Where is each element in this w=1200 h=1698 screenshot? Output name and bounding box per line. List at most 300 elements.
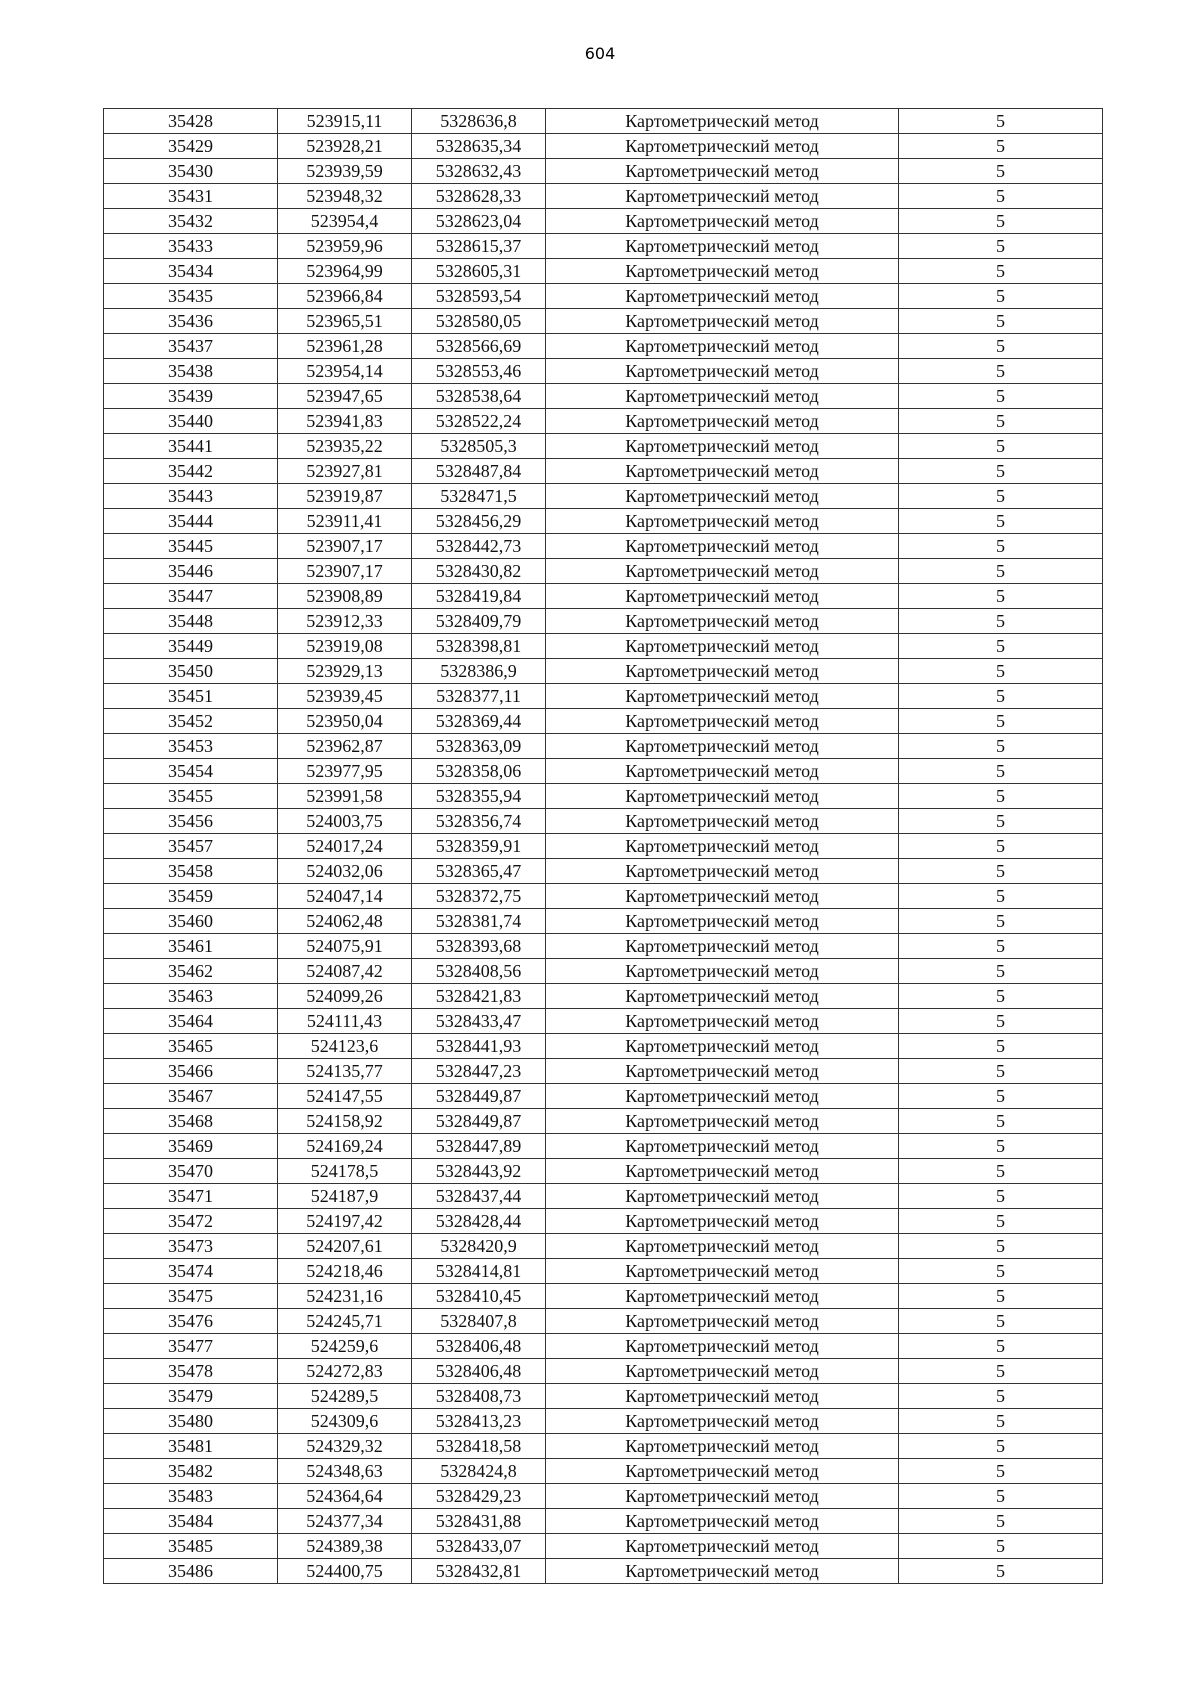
y-coordinate-cell: 5328449,87	[412, 1109, 546, 1134]
y-coordinate-cell: 5328424,8	[412, 1459, 546, 1484]
x-coordinate-cell: 523907,17	[278, 534, 412, 559]
point-number-cell: 35472	[104, 1209, 278, 1234]
table-row	[104, 1334, 1103, 1359]
point-number-cell: 35443	[104, 484, 278, 509]
y-coordinate-cell: 5328456,29	[412, 509, 546, 534]
y-coordinate-cell: 5328505,3	[412, 434, 546, 459]
table-row	[104, 859, 1103, 884]
table-row	[104, 509, 1103, 534]
method-cell: Картометрический метод	[546, 1434, 899, 1459]
point-number-cell: 35475	[104, 1284, 278, 1309]
accuracy-cell: 5	[899, 1284, 1103, 1309]
y-coordinate-cell: 5328623,04	[412, 209, 546, 234]
method-cell: Картометрический метод	[546, 434, 899, 459]
point-number-cell: 35461	[104, 934, 278, 959]
y-coordinate-cell: 5328418,58	[412, 1434, 546, 1459]
y-coordinate-cell: 5328471,5	[412, 484, 546, 509]
method-cell: Картометрический метод	[546, 284, 899, 309]
table-row	[104, 1034, 1103, 1059]
point-number-cell: 35470	[104, 1159, 278, 1184]
point-number-cell: 35456	[104, 809, 278, 834]
point-number-cell: 35486	[104, 1559, 278, 1584]
method-cell: Картометрический метод	[546, 884, 899, 909]
table-row	[104, 1484, 1103, 1509]
method-cell: Картометрический метод	[546, 1184, 899, 1209]
y-coordinate-cell: 5328447,89	[412, 1134, 546, 1159]
accuracy-cell: 5	[899, 284, 1103, 309]
x-coordinate-cell: 524017,24	[278, 834, 412, 859]
y-coordinate-cell: 5328358,06	[412, 759, 546, 784]
table-row	[104, 1459, 1103, 1484]
method-cell: Картометрический метод	[546, 1109, 899, 1134]
method-cell: Картометрический метод	[546, 309, 899, 334]
point-number-cell: 35454	[104, 759, 278, 784]
table-row	[104, 234, 1103, 259]
x-coordinate-cell: 523948,32	[278, 184, 412, 209]
accuracy-cell: 5	[899, 484, 1103, 509]
method-cell: Картометрический метод	[546, 159, 899, 184]
x-coordinate-cell: 524329,32	[278, 1434, 412, 1459]
point-number-cell: 35485	[104, 1534, 278, 1559]
y-coordinate-cell: 5328409,79	[412, 609, 546, 634]
method-cell: Картометрический метод	[546, 209, 899, 234]
point-number-cell: 35432	[104, 209, 278, 234]
accuracy-cell: 5	[899, 1209, 1103, 1234]
method-cell: Картометрический метод	[546, 234, 899, 259]
accuracy-cell: 5	[899, 1184, 1103, 1209]
y-coordinate-cell: 5328580,05	[412, 309, 546, 334]
x-coordinate-cell: 524075,91	[278, 934, 412, 959]
x-coordinate-cell: 524231,16	[278, 1284, 412, 1309]
table-row	[104, 809, 1103, 834]
y-coordinate-cell: 5328428,44	[412, 1209, 546, 1234]
accuracy-cell: 5	[899, 334, 1103, 359]
point-number-cell: 35434	[104, 259, 278, 284]
table-row	[104, 159, 1103, 184]
method-cell: Картометрический метод	[546, 659, 899, 684]
y-coordinate-cell: 5328447,23	[412, 1059, 546, 1084]
accuracy-cell: 5	[899, 909, 1103, 934]
table-row	[104, 109, 1103, 134]
y-coordinate-cell: 5328381,74	[412, 909, 546, 934]
method-cell: Картометрический метод	[546, 259, 899, 284]
method-cell: Картометрический метод	[546, 1384, 899, 1409]
point-number-cell: 35436	[104, 309, 278, 334]
coordinates-table	[103, 108, 1103, 1584]
table-row	[104, 659, 1103, 684]
y-coordinate-cell: 5328553,46	[412, 359, 546, 384]
point-number-cell: 35464	[104, 1009, 278, 1034]
x-coordinate-cell: 524272,83	[278, 1359, 412, 1384]
x-coordinate-cell: 523919,87	[278, 484, 412, 509]
x-coordinate-cell: 524135,77	[278, 1059, 412, 1084]
point-number-cell: 35460	[104, 909, 278, 934]
method-cell: Картометрический метод	[546, 634, 899, 659]
y-coordinate-cell: 5328377,11	[412, 684, 546, 709]
y-coordinate-cell: 5328605,31	[412, 259, 546, 284]
accuracy-cell: 5	[899, 534, 1103, 559]
accuracy-cell: 5	[899, 609, 1103, 634]
method-cell: Картометрический метод	[546, 509, 899, 534]
accuracy-cell: 5	[899, 1084, 1103, 1109]
x-coordinate-cell: 523950,04	[278, 709, 412, 734]
x-coordinate-cell: 524178,5	[278, 1159, 412, 1184]
table-row	[104, 634, 1103, 659]
x-coordinate-cell: 523991,58	[278, 784, 412, 809]
accuracy-cell: 5	[899, 384, 1103, 409]
method-cell: Картометрический метод	[546, 359, 899, 384]
point-number-cell: 35448	[104, 609, 278, 634]
y-coordinate-cell: 5328430,82	[412, 559, 546, 584]
method-cell: Картометрический метод	[546, 1509, 899, 1534]
y-coordinate-cell: 5328632,43	[412, 159, 546, 184]
x-coordinate-cell: 524169,24	[278, 1134, 412, 1159]
y-coordinate-cell: 5328408,56	[412, 959, 546, 984]
table-row	[104, 1134, 1103, 1159]
method-cell: Картометрический метод	[546, 1559, 899, 1584]
x-coordinate-cell: 524003,75	[278, 809, 412, 834]
method-cell: Картометрический метод	[546, 834, 899, 859]
y-coordinate-cell: 5328355,94	[412, 784, 546, 809]
y-coordinate-cell: 5328522,24	[412, 409, 546, 434]
method-cell: Картометрический метод	[546, 484, 899, 509]
point-number-cell: 35431	[104, 184, 278, 209]
accuracy-cell: 5	[899, 934, 1103, 959]
method-cell: Картометрический метод	[546, 584, 899, 609]
x-coordinate-cell: 524377,34	[278, 1509, 412, 1534]
method-cell: Картометрический метод	[546, 909, 899, 934]
accuracy-cell: 5	[899, 1059, 1103, 1084]
table-row	[104, 1009, 1103, 1034]
x-coordinate-cell: 524062,48	[278, 909, 412, 934]
method-cell: Картометрический метод	[546, 384, 899, 409]
accuracy-cell: 5	[899, 1159, 1103, 1184]
table-row	[104, 1309, 1103, 1334]
point-number-cell: 35449	[104, 634, 278, 659]
table-row	[104, 359, 1103, 384]
table-row	[104, 1534, 1103, 1559]
table-row	[104, 259, 1103, 284]
x-coordinate-cell: 523977,95	[278, 759, 412, 784]
accuracy-cell: 5	[899, 984, 1103, 1009]
y-coordinate-cell: 5328441,93	[412, 1034, 546, 1059]
point-number-cell: 35441	[104, 434, 278, 459]
x-coordinate-cell: 523965,51	[278, 309, 412, 334]
point-number-cell: 35483	[104, 1484, 278, 1509]
accuracy-cell: 5	[899, 1484, 1103, 1509]
method-cell: Картометрический метод	[546, 1134, 899, 1159]
method-cell: Картометрический метод	[546, 1534, 899, 1559]
y-coordinate-cell: 5328593,54	[412, 284, 546, 309]
table-row	[104, 1159, 1103, 1184]
x-coordinate-cell: 524400,75	[278, 1559, 412, 1584]
point-number-cell: 35466	[104, 1059, 278, 1084]
point-number-cell: 35463	[104, 984, 278, 1009]
accuracy-cell: 5	[899, 159, 1103, 184]
method-cell: Картометрический метод	[546, 959, 899, 984]
point-number-cell: 35465	[104, 1034, 278, 1059]
method-cell: Картометрический метод	[546, 409, 899, 434]
method-cell: Картометрический метод	[546, 459, 899, 484]
accuracy-cell: 5	[899, 559, 1103, 584]
table-row	[104, 534, 1103, 559]
method-cell: Картометрический метод	[546, 809, 899, 834]
method-cell: Картометрический метод	[546, 1409, 899, 1434]
x-coordinate-cell: 523961,28	[278, 334, 412, 359]
method-cell: Картометрический метод	[546, 1259, 899, 1284]
accuracy-cell: 5	[899, 884, 1103, 909]
x-coordinate-cell: 523939,45	[278, 684, 412, 709]
point-number-cell: 35433	[104, 234, 278, 259]
accuracy-cell: 5	[899, 1409, 1103, 1434]
accuracy-cell: 5	[899, 1434, 1103, 1459]
table-row	[104, 209, 1103, 234]
table-row	[104, 684, 1103, 709]
point-number-cell: 35429	[104, 134, 278, 159]
x-coordinate-cell: 524197,42	[278, 1209, 412, 1234]
method-cell: Картометрический метод	[546, 1459, 899, 1484]
page-number: 604	[584, 44, 616, 63]
x-coordinate-cell: 523911,41	[278, 509, 412, 534]
table-row	[104, 1209, 1103, 1234]
table-row	[104, 834, 1103, 859]
x-coordinate-cell: 524259,6	[278, 1334, 412, 1359]
x-coordinate-cell: 523929,13	[278, 659, 412, 684]
y-coordinate-cell: 5328442,73	[412, 534, 546, 559]
table-row	[104, 434, 1103, 459]
x-coordinate-cell: 523959,96	[278, 234, 412, 259]
accuracy-cell: 5	[899, 1234, 1103, 1259]
x-coordinate-cell: 523941,83	[278, 409, 412, 434]
point-number-cell: 35447	[104, 584, 278, 609]
table-row	[104, 1509, 1103, 1534]
accuracy-cell: 5	[899, 1459, 1103, 1484]
accuracy-cell: 5	[899, 659, 1103, 684]
point-number-cell: 35462	[104, 959, 278, 984]
y-coordinate-cell: 5328636,8	[412, 109, 546, 134]
y-coordinate-cell: 5328356,74	[412, 809, 546, 834]
x-coordinate-cell: 524348,63	[278, 1459, 412, 1484]
table-row	[104, 1284, 1103, 1309]
y-coordinate-cell: 5328365,47	[412, 859, 546, 884]
coordinates-table-body	[104, 109, 1103, 1584]
method-cell: Картометрический метод	[546, 1034, 899, 1059]
x-coordinate-cell: 524364,64	[278, 1484, 412, 1509]
x-coordinate-cell: 524309,6	[278, 1409, 412, 1434]
accuracy-cell: 5	[899, 234, 1103, 259]
point-number-cell: 35450	[104, 659, 278, 684]
point-number-cell: 35469	[104, 1134, 278, 1159]
method-cell: Картометрический метод	[546, 1309, 899, 1334]
table-row	[104, 1084, 1103, 1109]
point-number-cell: 35451	[104, 684, 278, 709]
x-coordinate-cell: 524218,46	[278, 1259, 412, 1284]
x-coordinate-cell: 523962,87	[278, 734, 412, 759]
accuracy-cell: 5	[899, 209, 1103, 234]
table-row	[104, 1109, 1103, 1134]
x-coordinate-cell: 524047,14	[278, 884, 412, 909]
y-coordinate-cell: 5328449,87	[412, 1084, 546, 1109]
method-cell: Картометрический метод	[546, 759, 899, 784]
point-number-cell: 35484	[104, 1509, 278, 1534]
method-cell: Картометрический метод	[546, 1234, 899, 1259]
y-coordinate-cell: 5328432,81	[412, 1559, 546, 1584]
point-number-cell: 35474	[104, 1259, 278, 1284]
accuracy-cell: 5	[899, 1109, 1103, 1134]
accuracy-cell: 5	[899, 1259, 1103, 1284]
method-cell: Картометрический метод	[546, 1209, 899, 1234]
y-coordinate-cell: 5328433,47	[412, 1009, 546, 1034]
y-coordinate-cell: 5328398,81	[412, 634, 546, 659]
method-cell: Картометрический метод	[546, 334, 899, 359]
x-coordinate-cell: 523915,11	[278, 109, 412, 134]
accuracy-cell: 5	[899, 1509, 1103, 1534]
x-coordinate-cell: 523928,21	[278, 134, 412, 159]
y-coordinate-cell: 5328419,84	[412, 584, 546, 609]
table-row	[104, 459, 1103, 484]
table-row	[104, 1434, 1103, 1459]
table-row	[104, 709, 1103, 734]
table-row	[104, 134, 1103, 159]
accuracy-cell: 5	[899, 509, 1103, 534]
y-coordinate-cell: 5328407,8	[412, 1309, 546, 1334]
point-number-cell: 35481	[104, 1434, 278, 1459]
point-number-cell: 35439	[104, 384, 278, 409]
table-row	[104, 784, 1103, 809]
accuracy-cell: 5	[899, 309, 1103, 334]
table-row	[104, 609, 1103, 634]
table-row	[104, 584, 1103, 609]
y-coordinate-cell: 5328635,34	[412, 134, 546, 159]
x-coordinate-cell: 524187,9	[278, 1184, 412, 1209]
accuracy-cell: 5	[899, 1559, 1103, 1584]
y-coordinate-cell: 5328408,73	[412, 1384, 546, 1409]
point-number-cell: 35471	[104, 1184, 278, 1209]
table-row	[104, 309, 1103, 334]
x-coordinate-cell: 523964,99	[278, 259, 412, 284]
y-coordinate-cell: 5328406,48	[412, 1359, 546, 1384]
point-number-cell: 35482	[104, 1459, 278, 1484]
y-coordinate-cell: 5328414,81	[412, 1259, 546, 1284]
x-coordinate-cell: 524099,26	[278, 984, 412, 1009]
accuracy-cell: 5	[899, 359, 1103, 384]
accuracy-cell: 5	[899, 1009, 1103, 1034]
accuracy-cell: 5	[899, 834, 1103, 859]
accuracy-cell: 5	[899, 1534, 1103, 1559]
method-cell: Картометрический метод	[546, 1484, 899, 1509]
x-coordinate-cell: 523939,59	[278, 159, 412, 184]
method-cell: Картометрический метод	[546, 134, 899, 159]
method-cell: Картометрический метод	[546, 609, 899, 634]
method-cell: Картометрический метод	[546, 859, 899, 884]
x-coordinate-cell: 523927,81	[278, 459, 412, 484]
accuracy-cell: 5	[899, 1134, 1103, 1159]
point-number-cell: 35445	[104, 534, 278, 559]
table-row	[104, 934, 1103, 959]
accuracy-cell: 5	[899, 259, 1103, 284]
accuracy-cell: 5	[899, 134, 1103, 159]
table-row	[104, 984, 1103, 1009]
point-number-cell: 35453	[104, 734, 278, 759]
x-coordinate-cell: 523935,22	[278, 434, 412, 459]
accuracy-cell: 5	[899, 184, 1103, 209]
method-cell: Картометрический метод	[546, 784, 899, 809]
point-number-cell: 35435	[104, 284, 278, 309]
x-coordinate-cell: 523947,65	[278, 384, 412, 409]
y-coordinate-cell: 5328410,45	[412, 1284, 546, 1309]
method-cell: Картометрический метод	[546, 559, 899, 584]
accuracy-cell: 5	[899, 784, 1103, 809]
y-coordinate-cell: 5328406,48	[412, 1334, 546, 1359]
x-coordinate-cell: 524147,55	[278, 1084, 412, 1109]
accuracy-cell: 5	[899, 684, 1103, 709]
accuracy-cell: 5	[899, 434, 1103, 459]
method-cell: Картометрический метод	[546, 984, 899, 1009]
method-cell: Картометрический метод	[546, 1084, 899, 1109]
y-coordinate-cell: 5328433,07	[412, 1534, 546, 1559]
point-number-cell: 35480	[104, 1409, 278, 1434]
accuracy-cell: 5	[899, 759, 1103, 784]
method-cell: Картометрический метод	[546, 709, 899, 734]
table-row	[104, 959, 1103, 984]
method-cell: Картометрический метод	[546, 1334, 899, 1359]
point-number-cell: 35467	[104, 1084, 278, 1109]
x-coordinate-cell: 523919,08	[278, 634, 412, 659]
method-cell: Картометрический метод	[546, 184, 899, 209]
point-number-cell: 35452	[104, 709, 278, 734]
accuracy-cell: 5	[899, 959, 1103, 984]
y-coordinate-cell: 5328359,91	[412, 834, 546, 859]
accuracy-cell: 5	[899, 734, 1103, 759]
method-cell: Картометрический метод	[546, 1009, 899, 1034]
y-coordinate-cell: 5328615,37	[412, 234, 546, 259]
x-coordinate-cell: 524111,43	[278, 1009, 412, 1034]
accuracy-cell: 5	[899, 1334, 1103, 1359]
y-coordinate-cell: 5328437,44	[412, 1184, 546, 1209]
y-coordinate-cell: 5328413,23	[412, 1409, 546, 1434]
table-row	[104, 1259, 1103, 1284]
table-row	[104, 1234, 1103, 1259]
table-row	[104, 1059, 1103, 1084]
point-number-cell: 35455	[104, 784, 278, 809]
method-cell: Картометрический метод	[546, 109, 899, 134]
accuracy-cell: 5	[899, 1309, 1103, 1334]
y-coordinate-cell: 5328386,9	[412, 659, 546, 684]
accuracy-cell: 5	[899, 859, 1103, 884]
point-number-cell: 35477	[104, 1334, 278, 1359]
accuracy-cell: 5	[899, 809, 1103, 834]
point-number-cell: 35428	[104, 109, 278, 134]
method-cell: Картометрический метод	[546, 534, 899, 559]
table-row	[104, 1384, 1103, 1409]
table-row	[104, 559, 1103, 584]
x-coordinate-cell: 524032,06	[278, 859, 412, 884]
accuracy-cell: 5	[899, 1384, 1103, 1409]
x-coordinate-cell: 524123,6	[278, 1034, 412, 1059]
y-coordinate-cell: 5328421,83	[412, 984, 546, 1009]
point-number-cell: 35479	[104, 1384, 278, 1409]
y-coordinate-cell: 5328369,44	[412, 709, 546, 734]
y-coordinate-cell: 5328420,9	[412, 1234, 546, 1259]
accuracy-cell: 5	[899, 409, 1103, 434]
x-coordinate-cell: 523912,33	[278, 609, 412, 634]
y-coordinate-cell: 5328443,92	[412, 1159, 546, 1184]
point-number-cell: 35457	[104, 834, 278, 859]
point-number-cell: 35437	[104, 334, 278, 359]
table-row	[104, 384, 1103, 409]
method-cell: Картометрический метод	[546, 1284, 899, 1309]
x-coordinate-cell: 524389,38	[278, 1534, 412, 1559]
